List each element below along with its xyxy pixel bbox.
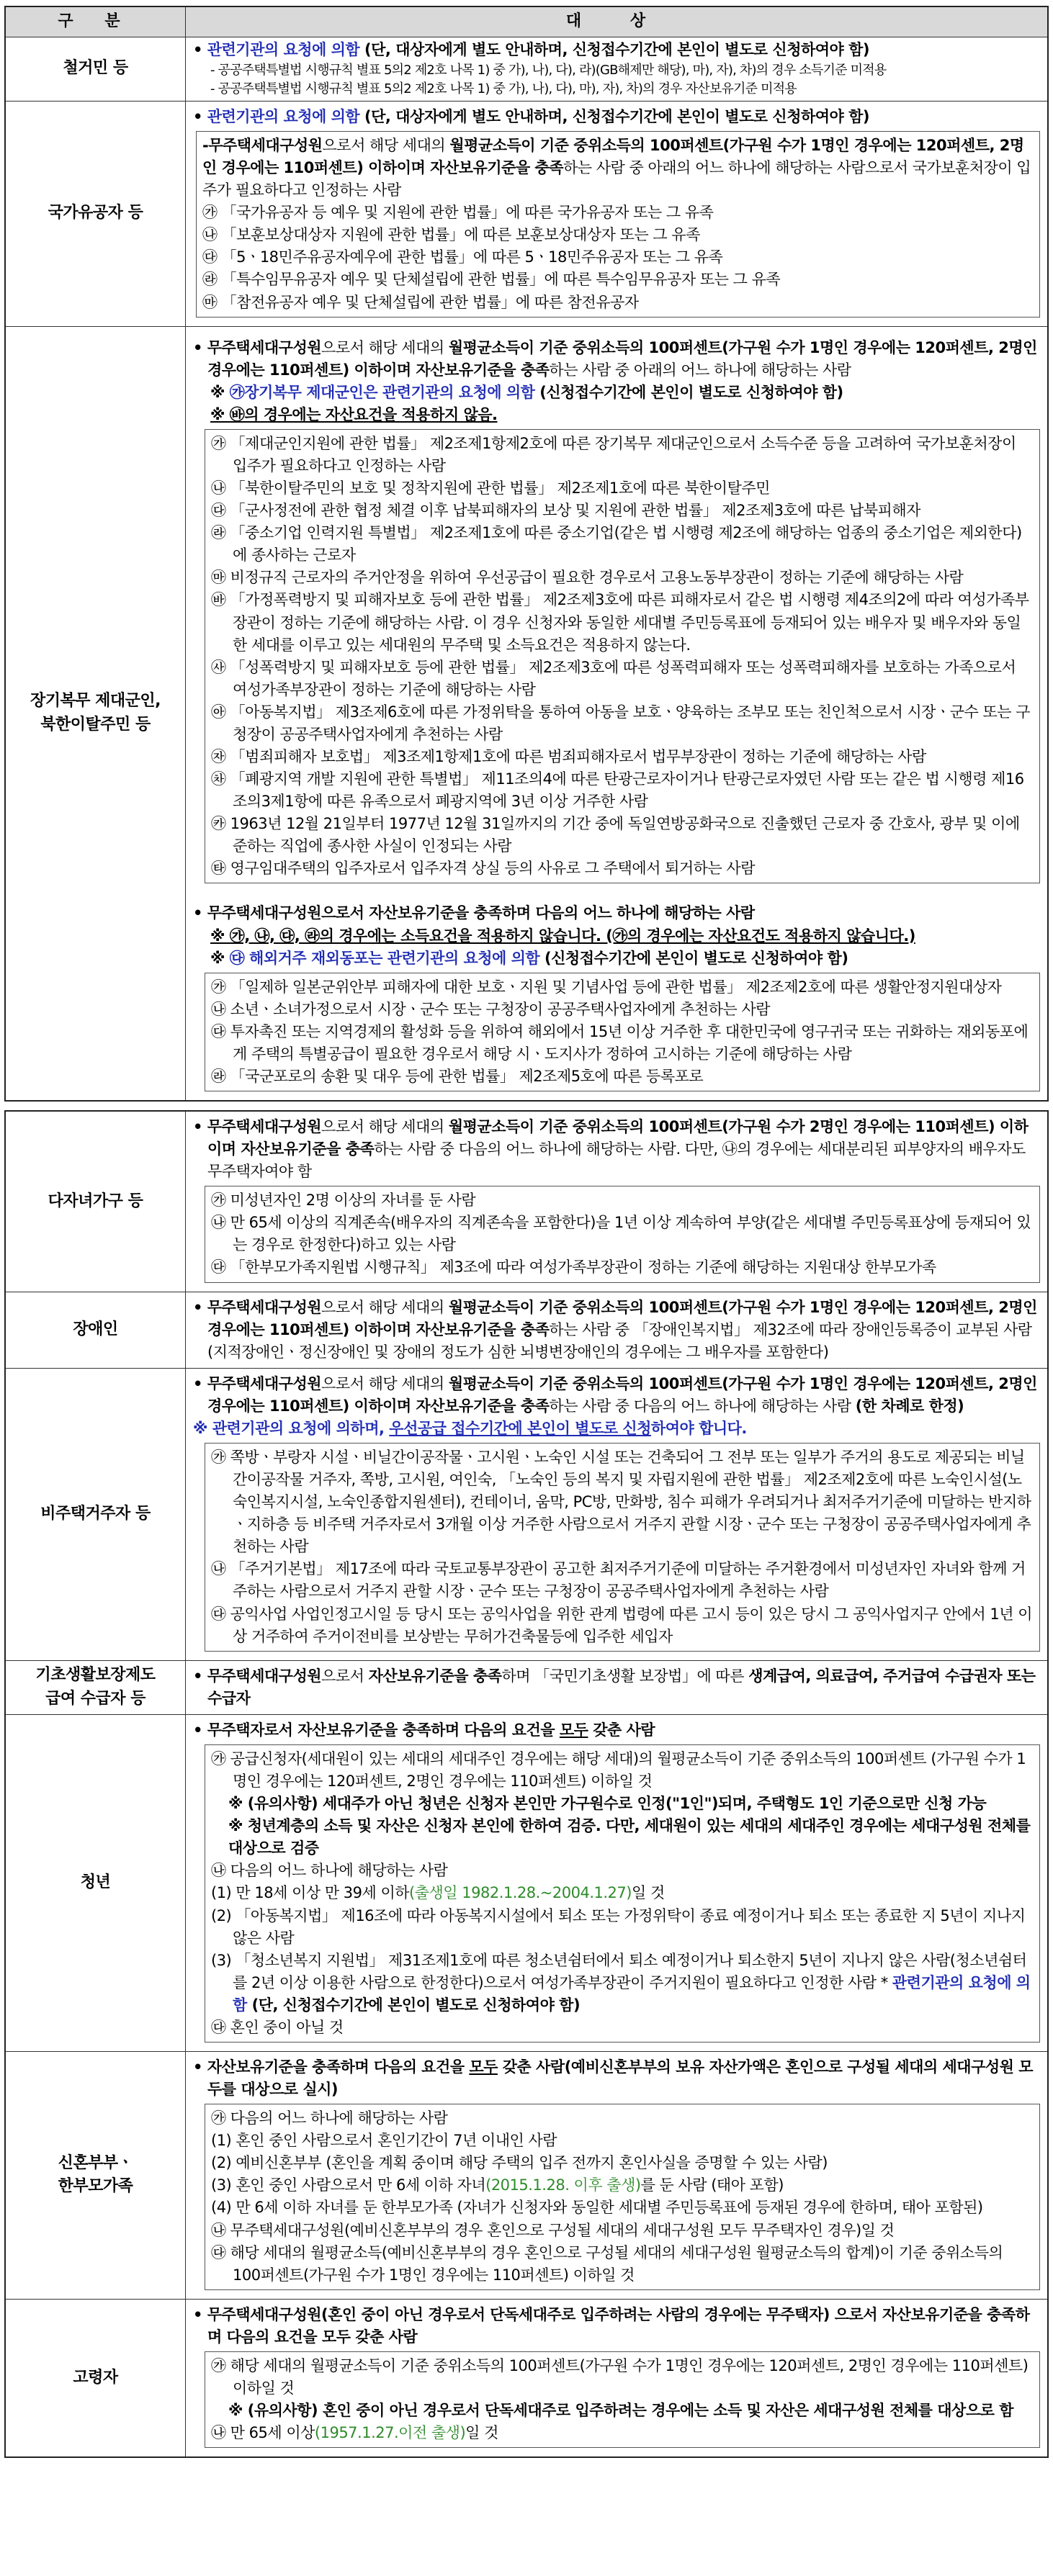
category-label: 장애인: [6, 1292, 186, 1368]
list-item: ㉮ 「일제하 일본군위안부 피해자에 대한 보호ㆍ지원 및 기념사업 등에 관한 법률」 제2조제2호에 따른 생활안정지원대상자: [211, 978, 1002, 996]
criteria-box: [205, 973, 1040, 1091]
row-patriots: [6, 101, 1047, 326]
list-item: ㉱ 「특수임무유공자 예우 및 단체설립에 관한 법률」에 따른 특수임무유공자 또는 그 유족: [202, 271, 781, 289]
row-content: [186, 2300, 1047, 2456]
row-content: [186, 37, 1047, 101]
criteria-intro: • 무주택세대구성원으로서 해당 세대의 월평균소득이 기준 중위소득의 100퍼센트(가구원 수가 1명인 경우에는 120퍼센트, 2명인 경우에는 110퍼센트) 이하이며 자산보유기준을 충족하는 사람 중 「장애인복지법」 제32조에 따라 장애인등록증이 교부된 사람(지적장애인ㆍ정신장애인 및 장애의 정도가 심한 뇌병변장애인의 경우에는 그 배우자를 포함한다): [193, 1298, 1037, 1361]
category-label: 국가유공자 등: [6, 102, 186, 326]
list-item: ㉰ 혼인 중이 아닐 것: [211, 2018, 344, 2036]
note: ※ (유의사항) 세대주가 아닌 청년은 신청자 본인만 가구원수로 인정("1인")되며, 주택형도 1인 기준으로만 신청 가능: [228, 1795, 987, 1813]
category-label: 신혼부부ㆍ 한부모가족: [6, 2052, 186, 2299]
row-content: [186, 327, 1047, 1101]
row-youth: [6, 1714, 1047, 2051]
criteria-box: [205, 2351, 1040, 2448]
row-disabled: [6, 1292, 1047, 1368]
sub-item: (2) 「아동복지법」 제16조에 따라 아동복지시설에서 퇴소 또는 가정위탁이 종료 예정이거나 퇴소 또는 종료한 지 5년이 지나지 않은 사람: [211, 1906, 1026, 1947]
category-label: 철거민 등: [6, 37, 186, 101]
list-item: ㉰ 해당 세대의 월평균소득(예비신혼부부의 경우 혼인으로 구성될 세대의 세대구성원 월평균소득의 합계)이 기준 중위소득의 100퍼센트(가구원 수가 1명인 경우에는 110퍼센트) 이하일 것: [211, 2243, 1003, 2284]
list-item: ㉮ 「제대군인지원에 관한 법률」 제2조제1항제2호에 따른 장기복무 제대군인으로서 소득수준 등을 고려하여 국가보훈처장이 입주가 필요하다고 인정하는 사람: [211, 434, 1016, 474]
list-item: ㉯ 「북한이탈주민의 보호 및 정착지원에 관한 법률」 제2조제1호에 따른 북한이탈주민: [211, 479, 770, 497]
list-item: ㉮ 해당 세대의 월평균소득이 기준 중위소득의 100퍼센트(가구원 수가 1명인 경우에는 120퍼센트, 2명인 경우에는 110퍼센트) 이하일 것: [211, 2356, 1029, 2397]
category-label: 기초생활보장제도 급여 수급자 등: [6, 1661, 186, 1714]
list-item: ㉯ 다음의 어느 하나에 해당하는 사람: [211, 1862, 448, 1880]
list-item: ㉯ 「보훈보상대상자 지원에 관한 법률」에 따른 보훈보상대상자 또는 그 유족: [202, 226, 700, 244]
table-header: [6, 7, 1047, 37]
list-item: ㉮ 공급신청자(세대원이 있는 세대의 세대주인 경우에는 해당 세대)의 월평균소득이 기준 중위소득의 100퍼센트 (가구원 수가 1명인 경우에는 120퍼센트, 2명인 경우에는 110퍼센트) 이하일 것: [211, 1749, 1026, 1791]
criteria-intro: -무주택세대구성원으로서 해당 세대의 월평균소득이 기준 중위소득의 100퍼센트(가구원 수가 1명인 경우에는 120퍼센트, 2명인 경우에는 110퍼센트) 이하이며 자산보유기준을 충족하는 사람 중 아래의 어느 하나에 해당하는 사람으로서 국가보훈처장이 입주가 필요하다고 인정하는 사람: [202, 136, 1031, 199]
note: ※ 관련기관의 요청에 의하며, 우선공급 접수기간에 본인이 별도로 신청하여야 합니다.: [193, 1419, 747, 1437]
criteria-box: [196, 131, 1040, 318]
sub-item: (1) 만 18세 이상 만 39세 이하(출생일 1982.1.28.~2004.1.27)일 것: [211, 1884, 665, 1902]
header-category: 구 분: [6, 7, 186, 37]
criteria-intro: • 무주택세대구성원으로서 해당 세대의 월평균소득이 기준 중위소득의 100퍼센트(가구원 수가 1명인 경우에는 120퍼센트, 2명인 경우에는 110퍼센트) 이하이며 자산보유기준을 충족하는 사람 중 아래의 어느 하나에 해당하는 사람: [193, 338, 1037, 379]
list-item: ㉴ 「성폭력방지 및 피해자보호 등에 관한 법률」 제2조제3호에 따른 성폭력피해자 또는 성폭력피해자를 보호하는 가족으로서 여성가족부장관이 정하는 기준에 해당하는 사람: [211, 658, 1016, 698]
category-label: 청년: [6, 1715, 186, 2051]
sub-item: (4) 만 6세 이하 자녀를 둔 한부모가족 (자녀가 신청자와 동일한 세대별 주민등록표에 등재된 경우에 한하며, 태아 포함된): [211, 2199, 983, 2217]
row-elderly: [6, 2299, 1047, 2456]
list-item: ㉹ 영구임대주택의 입주자로서 입주자격 상실 등의 사유로 그 주택에서 퇴거하는 사람: [211, 860, 755, 878]
note: ※ ㉮장기복무 제대군인은 관련기관의 요청에 의함 (신청접수기간에 본인이 별도로 신청하여야 함): [210, 383, 843, 401]
note: ※ ㉮, ㉯, ㉰, ㉱의 경우에는 소득요건을 적용하지 않습니다. (㉮의 경우에는 자산요건도 적용하지 않습니다.): [210, 927, 915, 945]
row-veterans-defectors: [6, 326, 1047, 1101]
sub-item: (3) 혼인 중인 사람으로서 만 6세 이하 자녀(2015.1.28. 이후 출생)를 둔 사람 (태아 포함): [211, 2176, 784, 2194]
criteria-intro: • 무주택자로서 자산보유기준을 충족하며 다음의 요건을 모두 갖춘 사람: [193, 1721, 655, 1739]
row-multi-child: [6, 1112, 1047, 1292]
rule-line: - 공공주택특별법 시행규칙 별표 5의2 제2호 나목 1) 중 가), 나), 다), 라)(GB해제만 해당), 마), 자), 차)의 경우 소득기준 미적용: [210, 62, 887, 78]
row-content: [186, 2052, 1047, 2299]
list-item: ㉰ 「군사정전에 관한 협정 체결 이후 납북피해자의 보상 및 지원에 관한 법률」 제2조제3호에 따른 납북피해자: [211, 502, 920, 520]
row-content: [186, 1369, 1047, 1660]
row-basic-livelihood: [6, 1660, 1047, 1714]
list-item: ㉵ 「아동복지법」 제3조제6호에 따른 가정위탁을 통하여 아동을 보호ㆍ양육하는 조부모 또는 친인척으로서 시장ㆍ군수 또는 구청장이 공공주택사업자에게 추천하는 사람: [211, 703, 1031, 743]
row-non-housing-residents: [6, 1368, 1047, 1660]
criteria-intro: • 무주택세대구성원으로서 자산보유기준을 충족하며 다음의 어느 하나에 해당하는 사람: [193, 904, 755, 922]
criteria-intro: • 무주택세대구성원으로서 자산보유기준을 충족하며 「국민기초생활 보장법」에 따른 생계급여, 의료급여, 주거급여 수급권자 또는 수급자: [193, 1667, 1036, 1707]
criteria-intro: • 자산보유기준을 충족하며 다음의 요건을 모두 갖춘 사람(예비신혼부부의 보유 자산가액은 혼인으로 구성될 세대의 세대구성원 모두를 대상으로 실시): [193, 2058, 1034, 2099]
header-target: 대 상: [186, 7, 1047, 37]
list-item: ㉷ 「폐광지역 개발 지원에 관한 특별법」 제11조의4에 따른 탄광근로자이거나 탄광근로자였던 사람 또는 같은 법 시행령 제16조의3제1항에 따른 유족으로서 폐광지역에 3년 이상 거주한 사람: [211, 770, 1024, 811]
note: ※ ㉰ 해외거주 재외동포는 관련기관의 요청에 의함 (신청접수기간에 본인이 별도로 신청하여야 함): [210, 949, 848, 967]
list-item: ㉰ 투자촉진 또는 지역경제의 활성화 등을 위하여 해외에서 15년 이상 거주한 후 대한민국에 영구귀국 또는 귀화하는 재외동포에게 주택의 특별공급이 필요한 경우로서 해당 시ㆍ도지사가 정하여 고시하는 기준에 해당하는 사람: [211, 1022, 1029, 1063]
criteria-intro: • 무주택세대구성원으로서 해당 세대의 월평균소득이 기준 중위소득의 100퍼센트(가구원 수가 2명인 경우에는 110퍼센트) 이하이며 자산보유기준을 충족하는 사람 중 다음의 어느 하나에 해당하는 사람. 다만, ㉯의 경우에는 세대분리된 피부양자의 배우자도 무주택자여야 함: [193, 1118, 1029, 1181]
row-content: [186, 102, 1047, 326]
sub-item: (2) 예비신혼부부 (혼인을 계획 중이며 해당 주택의 입주 전까지 혼인사실을 증명할 수 있는 사람): [211, 2154, 828, 2172]
row-content: [186, 1661, 1047, 1714]
list-item: ㉱ 「국군포로의 송환 및 대우 등에 관한 법률」 제2조제5호에 따른 등록포로: [211, 1068, 704, 1085]
row-newlyweds-single-parent: [6, 2051, 1047, 2299]
list-item: ㉸ 1963년 12월 21일부터 1977년 12월 31일까지의 기간 중에 독일연방공화국으로 진출했던 근로자 중 간호사, 광부 및 이에 준하는 직업에 종사한 사실이 인정되는 사람: [211, 815, 1020, 855]
row-evictees: [6, 37, 1047, 101]
list-item: ㉯ 무주택세대구성원(예비신혼부부의 경우 혼인으로 구성될 세대의 세대구성원 모두 무주택자인 경우)일 것: [211, 2221, 895, 2239]
criteria-box: [205, 1186, 1040, 1282]
rule-line: - 공공주택특별법 시행규칙 별표 5의2 제2호 나목 1) 중 가), 나), 다), 마), 자), 차)의 경우 자산보유기준 미적용: [210, 81, 797, 97]
note: ※ 청년계층의 소득 및 자산은 신청자 본인에 한하여 검증. 다만, 세대원이 있는 세대의 세대주인 경우에는 세대구성원 전체를 대상으로 검증: [228, 1817, 1031, 1857]
list-item: ㉶ 「범죄피해자 보호법」 제3조제1항제1호에 따른 범죄피해자로서 법무부장관이 정하는 기준에 해당하는 사람: [211, 747, 926, 765]
note: ※ ㉳의 경우에는 자산요건을 적용하지 않음.: [210, 405, 498, 423]
list-item: ㉲ 「참전유공자 예우 및 단체설립에 관한 법률」에 따른 참전유공자: [202, 293, 639, 311]
list-item: ㉱ 「중소기업 인력지원 특별법」 제2조제1호에 따른 중소기업(같은 법 시행령 제2조에 해당하는 업종의 중소기업은 제외한다)에 종사하는 근로자: [211, 524, 1022, 564]
eligibility-table-part2: [4, 1110, 1049, 2458]
criteria-box: [205, 1744, 1040, 2043]
criteria-intro: • 무주택세대구성원으로서 해당 세대의 월평균소득이 기준 중위소득의 100퍼센트(가구원 수가 1명인 경우에는 120퍼센트, 2명인 경우에는 110퍼센트) 이하이며 자산보유기준을 충족하는 사람 중 다음의 어느 하나에 해당하는 사람 (한 차례로 한정): [193, 1374, 1037, 1415]
category-label: 장기복무 제대군인, 북한이탈주민 등: [6, 327, 186, 1101]
row-content: [186, 1112, 1047, 1292]
list-item: ㉯ 만 65세 이상의 직계존속(배우자의 직계존속을 포함한다)을 1년 이상 계속하여 부양(같은 세대별 주민등록표상에 등재되어 있는 경우로 한정한다)하고 있는 사람: [211, 1214, 1031, 1254]
criteria-intro: • 무주택세대구성원(혼인 중이 아닌 경우로서 단독세대주로 입주하려는 사람의 경우에는 무주택자) 으로서 자산보유기준을 충족하며 다음의 요건을 모두 갖춘 사람: [193, 2305, 1030, 2346]
category-label: 다자녀가구 등: [6, 1112, 186, 1292]
row-content: [186, 1292, 1047, 1368]
criteria-box: [205, 2104, 1040, 2290]
list-item: ㉯ 만 65세 이상(1957.1.27.이전 출생)일 것: [211, 2424, 498, 2442]
list-item: ㉮ 쪽방ㆍ부랑자 시설ㆍ비닐간이공작물ㆍ고시원ㆍ노숙인 시설 또는 건축되어 그 전부 또는 일부가 주거의 용도로 제공되는 비닐간이공작물 거주자, 쪽방, 고시원, 여인숙, 「노숙인 등의 복지 및 자립지원에 관한 법률」 제2조제2호에 따른 노숙인시설(노숙인복지시설, 노숙인종합지원센터), 컨테이너, 움막, PC방, 만화방, 침수 피해가 우려되거나 최저주거기준에 미달하는 반지하ㆍ지하층 등 비주택 거주자로서 3개월 이상 거주한 사람으로서 거주지 관할 시장ㆍ군수 또는 구청장이 공공주택사업자에게 추천하는 사람: [211, 1449, 1031, 1556]
list-item: ㉮ 다음의 어느 하나에 해당하는 사람: [211, 2109, 448, 2127]
criteria-box: [205, 429, 1040, 884]
row-content: [186, 1715, 1047, 2051]
list-item: ㉰ 공익사업 사업인정고시일 등 당시 또는 공익사업을 위한 관계 법령에 따른 고시 등이 있은 당시 그 공익사업지구 안에서 1년 이상 거주하여 주거이전비를 보상받는 무허가건축물등에 입주한 세입자: [211, 1605, 1032, 1645]
list-item: ㉯ 소년ㆍ소녀가정으로서 시장ㆍ군수 또는 구청장이 공공주택사업자에게 추천하는 사람: [211, 1000, 771, 1018]
list-item: ㉮ 「국가유공자 등 예우 및 지원에 관한 법률」에 따른 국가유공자 또는 그 유족: [202, 204, 714, 222]
sub-item: (1) 혼인 중인 사람으로서 혼인기간이 7년 이내인 사람: [211, 2132, 557, 2150]
category-label: 비주택거주자 등: [6, 1369, 186, 1660]
category-label: 고령자: [6, 2300, 186, 2456]
eligibility-table-part1: [4, 6, 1049, 1102]
sub-item: (3) 「청소년복지 지원법」 제31조제1호에 따른 청소년쉼터에서 퇴소 예정이거나 퇴소한지 5년이 지나지 않은 사람(청소년쉼터를 2년 이상 이용한 사람으로 한정한다)으로서 여성가족부장관이 주거지원이 필요하다고 인정한 사람 * 관련기관의 요청에 의함 (단, 신청접수기간에 본인이 별도로 신청하여야 함): [211, 1951, 1031, 2014]
agency-request-note: • 관련기관의 요청에 의함 (단, 대상자에게 별도 안내하며, 신청접수기간에 본인이 별도로 신청하여야 함): [193, 107, 870, 125]
list-item: ㉲ 비정규직 근로자의 주거안정을 위하여 우선공급이 필요한 경우로서 고용노동부장관이 정하는 기준에 해당하는 사람: [211, 569, 964, 587]
list-item: ㉰ 「한부모가족지원법 시행규칙」 제3조에 따라 여성가족부장관이 정하는 기준에 해당하는 지원대상 한부모가족: [211, 1258, 936, 1276]
list-item: ㉯ 「주거기본법」 제17조에 따라 국토교통부장관이 공고한 최저주거기준에 미달하는 주거환경에서 미성년자인 자녀와 함께 거주하는 사람으로서 거주지 관할 시장ㆍ군수 또는 구청장이 공공주택사업자에게 추천하는 사람: [211, 1560, 1026, 1600]
list-item: ㉰ 「5ㆍ18민주유공자예우에 관한 법률」에 따른 5ㆍ18민주유공자 또는 그 유족: [202, 248, 723, 266]
list-item: ㉮ 미성년자인 2명 이상의 자녀를 둔 사람: [211, 1192, 476, 1210]
note: ※ (유의사항) 혼인 중이 아닌 경우로서 단독세대주로 입주하려는 경우에는 소득 및 자산은 세대구성원 전체를 대상으로 함: [228, 2402, 1014, 2420]
criteria-box: [205, 1443, 1040, 1652]
agency-request-note: • 관련기관의 요청에 의함 (단, 대상자에게 별도 안내하며, 신청접수기간에 본인이 별도로 신청하여야 함): [193, 40, 870, 58]
list-item: ㉳ 「가정폭력방지 및 피해자보호 등에 관한 법률」 제2조제3호에 따른 피해자로서 같은 법 시행령 제4조의2에 따라 여성가족부장관이 정하는 기준에 해당하는 사람. 이 경우 신청자와 동일한 세대별 주민등록표에 등재되어 있는 배우자 및 배우자와 동일한 세대를 이루고 있는 세대원의 무주택 및 소득요건은 적용하지 않는다.: [211, 591, 1029, 654]
